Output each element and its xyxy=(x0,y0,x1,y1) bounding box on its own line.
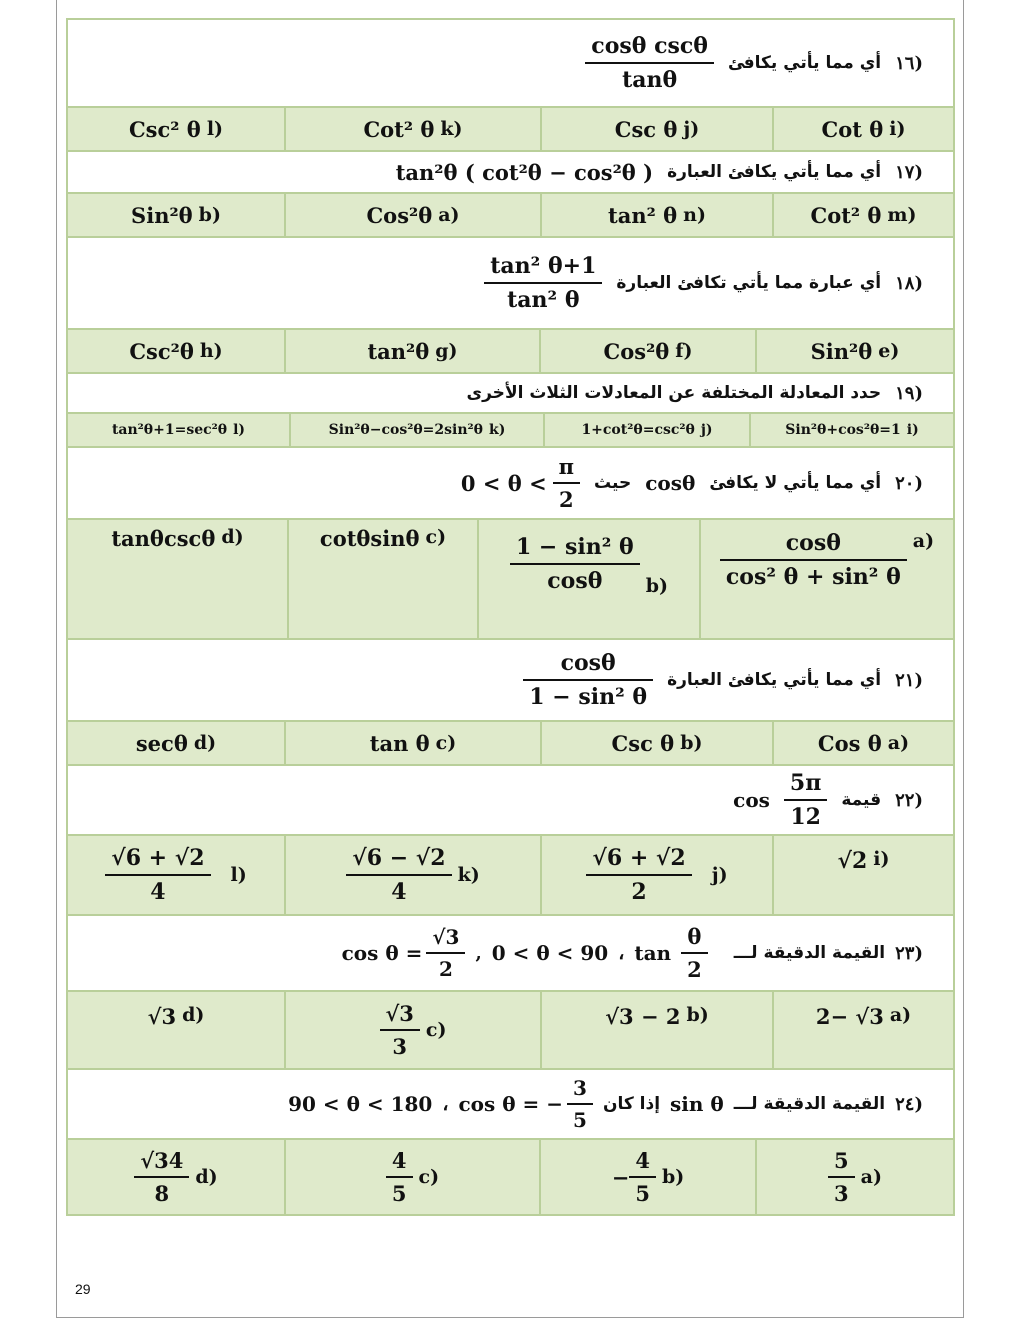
question-expression xyxy=(523,650,653,710)
expr-numerator: cosθ xyxy=(560,650,616,676)
option-f[interactable]: Cos²θ f) xyxy=(539,330,755,372)
option-h[interactable]: Csc²θ h) xyxy=(129,338,223,364)
question-table xyxy=(66,18,955,1216)
question-expression: tan xyxy=(634,941,672,965)
question-text: قيمة xyxy=(841,790,882,810)
question-expression xyxy=(484,253,602,313)
question-17 xyxy=(66,150,955,192)
option-a[interactable]: Cos θ a) xyxy=(772,722,953,764)
question-number: ٢٤) xyxy=(895,1093,923,1115)
condition-left: cos θ = xyxy=(341,941,423,965)
expr-denominator: 2 xyxy=(687,957,702,982)
option-b[interactable]: Csc θ b) xyxy=(540,722,772,764)
option-k[interactable]: $\frac{√6 - √2}{4}$ k) xyxy=(284,836,540,914)
question-text: أي مما يأتي يكافئ العبارة xyxy=(667,162,882,182)
options-23 xyxy=(66,990,955,1068)
condition-angle: 90 < θ < 180 xyxy=(288,1092,433,1116)
option-a[interactable]: $\frac{5}{3}$ a) xyxy=(755,1140,953,1214)
option-j[interactable]: 1+cot²θ=csc²θ j) xyxy=(543,414,749,446)
question-expression: cosθ xyxy=(645,471,696,495)
option-d[interactable]: tanθcscθ d) xyxy=(111,526,244,551)
question-expression: cos xyxy=(733,788,770,812)
question-23: ٢٣) القيمة الدقيقة لـــ $\frac{\theta}{2}$ tan ، 0 < θ < 90 , cos θ = $\frac{√3}{2}$ xyxy=(66,914,955,990)
option-g[interactable]: tan²θ g) xyxy=(284,330,539,372)
question-expression: sin θ xyxy=(670,1092,724,1116)
condition-denominator: 2 xyxy=(438,957,453,981)
option-d[interactable]: $\frac{√34}{8}$ d) xyxy=(68,1140,284,1214)
option-b[interactable]: − $\frac{4}{5}$ b) xyxy=(539,1140,755,1214)
option-k[interactable]: Cot² θ k) xyxy=(284,108,540,150)
question-19 xyxy=(66,372,955,412)
option-l[interactable]: tan²θ+1=sec²θ l) xyxy=(111,422,246,438)
option-d[interactable]: √3 d) xyxy=(147,1004,205,1029)
expr-denominator: 12 xyxy=(790,804,821,830)
question-expression-fraction xyxy=(784,770,827,830)
condition-angle: 0 < θ < 90 xyxy=(491,941,609,965)
condition-cos xyxy=(459,1076,593,1132)
question-number: ٢١) xyxy=(895,669,923,691)
expr-numerator: cosθ cscθ xyxy=(591,33,708,59)
question-text: القيمة الدقيقة لـــ xyxy=(733,1094,886,1114)
question-number: ٢٠) xyxy=(895,472,923,494)
option-a[interactable]: 2− √3 a) xyxy=(772,992,953,1068)
question-number: ١٧) xyxy=(895,161,923,183)
options-24 xyxy=(66,1138,955,1216)
question-text: أي مما يأتي يكافئ xyxy=(727,53,882,73)
option-c[interactable]: cotθsinθ c) xyxy=(287,520,477,638)
question-condition xyxy=(461,454,580,512)
question-expression-fraction xyxy=(681,924,708,982)
option-a[interactable]: $\frac{\cos\theta}{\text{cos² θ + sin² θ}}$ a) xyxy=(699,520,953,638)
options-17 xyxy=(66,192,955,236)
condition-left: 0 < θ < xyxy=(460,470,547,496)
option-c[interactable]: $\frac{√3}{3}$ c) xyxy=(284,992,540,1068)
condition-cos xyxy=(342,925,466,981)
question-number: ١٩) xyxy=(895,382,923,404)
option-a[interactable]: Cos²θ a) xyxy=(284,194,540,236)
question-text: أي مما يأتي لا يكافئ xyxy=(709,473,882,493)
question-20 xyxy=(66,446,955,518)
question-expression: tan²θ ( cot²θ − cos²θ ) xyxy=(395,159,654,185)
question-number: ٢٣) xyxy=(895,942,923,964)
question-number: ١٨) xyxy=(895,272,923,294)
option-k[interactable]: Sin²θ−cos²θ=2sin²θ k) xyxy=(289,414,543,446)
option-b[interactable]: √3 − 2 b) xyxy=(540,992,772,1068)
options-18 xyxy=(66,328,955,372)
option-j[interactable]: Csc θ j) xyxy=(540,108,772,150)
option-d[interactable]: secθ d) xyxy=(135,730,217,756)
page-number: 29 xyxy=(75,1281,91,1297)
condition-numerator: π xyxy=(558,454,575,479)
question-18 xyxy=(66,236,955,328)
separator: ، xyxy=(618,942,625,964)
question-text: أي عبارة مما يأتي تكافئ العبارة xyxy=(616,273,882,293)
option-l[interactable]: Csc² θ l) xyxy=(128,116,224,142)
question-text: حدد المعادلة المختلفة عن المعادلات الثلاث الأخرى xyxy=(466,383,882,403)
question-16 xyxy=(66,18,955,106)
question-24 xyxy=(66,1068,955,1138)
option-b[interactable]: Sin²θ b) xyxy=(131,202,221,228)
expr-denominator: 1 − sin² θ xyxy=(529,684,648,710)
question-number: ١٦) xyxy=(895,52,923,74)
option-n[interactable]: tan² θ n) xyxy=(540,194,772,236)
option-i[interactable]: Cot θ i) xyxy=(772,108,953,150)
option-c[interactable]: $\frac{4}{5}$ c) xyxy=(284,1140,539,1214)
question-text: القيمة الدقيقة لـــ xyxy=(733,943,886,963)
question-22 xyxy=(66,764,955,834)
option-l[interactable]: $\frac{√6 + √2}{4}$ l) xyxy=(68,836,284,914)
question-21 xyxy=(66,638,955,720)
option-i[interactable]: √2 i) xyxy=(772,836,953,914)
option-m[interactable]: Cot² θ m) xyxy=(772,194,953,236)
condition-denominator: 2 xyxy=(559,487,574,512)
option-j[interactable]: $\frac{√6 + √2}{2}$ j) xyxy=(540,836,772,914)
question-if: إذا كان xyxy=(602,1094,661,1114)
options-20 xyxy=(66,518,955,638)
options-22 xyxy=(66,834,955,914)
question-number: ٢٢) xyxy=(895,789,923,811)
options-16 xyxy=(66,106,955,150)
separator: ، xyxy=(442,1093,449,1115)
options-21 xyxy=(66,720,955,764)
question-where: حيث xyxy=(594,473,632,493)
option-c[interactable]: tan θ c) xyxy=(284,722,540,764)
expr-denominator: tanθ xyxy=(622,67,678,93)
option-e[interactable]: Sin²θ e) xyxy=(755,330,953,372)
expr-numerator: θ xyxy=(687,924,702,949)
expr-numerator: tan² θ+1 xyxy=(490,253,597,279)
options-19 xyxy=(66,412,955,446)
condition-numerator: 3 xyxy=(573,1076,587,1100)
question-expression xyxy=(585,33,714,93)
condition-numerator: √3 xyxy=(432,925,460,949)
question-text: أي مما يأتي يكافئ العبارة xyxy=(667,670,882,690)
condition-denominator: 5 xyxy=(573,1108,587,1132)
expr-numerator: 5π xyxy=(789,770,822,796)
expr-denominator: tan² θ xyxy=(507,287,580,313)
option-b[interactable]: $\frac{\text{1 − sin² θ}}{\cos\theta}$ b) xyxy=(477,520,699,638)
condition-left: cos θ = − xyxy=(458,1092,564,1116)
option-i[interactable]: Sin²θ+cos²θ=1 i) xyxy=(749,414,953,446)
